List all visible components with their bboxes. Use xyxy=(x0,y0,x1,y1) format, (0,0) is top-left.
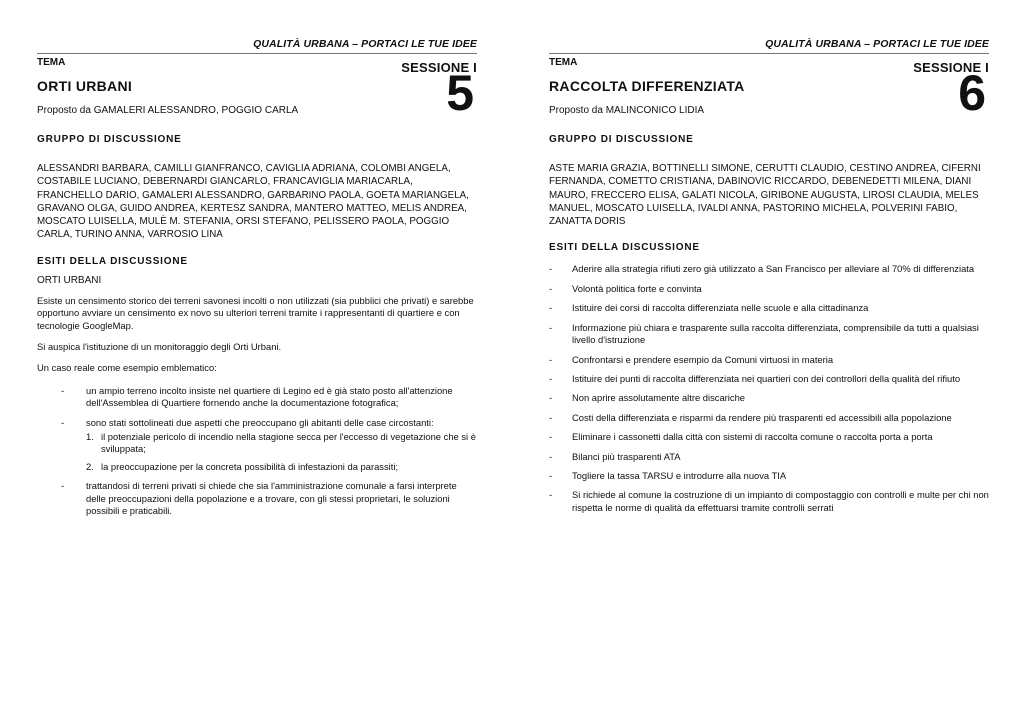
sublist-number: 2. xyxy=(86,460,94,472)
list-item-text: Informazione più chiara e trasparente sulla raccolta differenziata, comprensibile da tutti a qualsiasi livello d'istruzione xyxy=(572,321,979,346)
list-item-text: sono stati sottolineati due aspetti che preoccupano gli abitanti delle case circostanti: xyxy=(86,416,434,428)
proposer: Proposto da GAMALERI ALESSANDRO, POGGIO CARLA xyxy=(37,105,299,116)
list-item xyxy=(37,385,477,410)
dash-marker: - xyxy=(549,450,553,462)
list-item-text: Volontà politica forte e convinta xyxy=(572,282,702,294)
dash-marker: - xyxy=(549,282,553,294)
list-item xyxy=(549,489,989,514)
list-item-text: Bilanci più trasparenti ATA xyxy=(572,450,681,462)
list-item-text: Confrontarsi e prendere esempio da Comuni virtuosi in materia xyxy=(572,353,834,365)
list-item-text: Aderire alla strategia rifiuti zero già utilizzato a San Francisco per alleviare al 70% di differenziata xyxy=(572,263,975,275)
dash-marker: - xyxy=(549,431,553,443)
dash-marker: - xyxy=(549,353,553,365)
esiti-heading: ESITI DELLA DISCUSSIONE xyxy=(37,255,188,267)
tema-label: TEMA xyxy=(549,57,578,68)
list-item-text: Istituire dei punti di raccolta differenziata nei quartieri con dei controllori della qualità del rifiuto xyxy=(572,372,961,384)
topic-title: ORTI URBANI xyxy=(37,78,133,94)
list-item xyxy=(549,470,989,482)
list-item xyxy=(549,354,989,366)
session-label: SESSIONE I xyxy=(401,60,477,75)
example-list xyxy=(37,385,477,518)
paragraph-2: Si auspica l'istituzione di un monitoraggio degli Orti Urbani. xyxy=(37,341,282,352)
page-right xyxy=(549,0,989,521)
list-item xyxy=(549,431,989,443)
list-item-text: Togliere la tassa TARSU e introdurre alla nuova TIA xyxy=(572,469,787,481)
esiti-heading: ESITI DELLA DISCUSSIONE xyxy=(549,242,700,254)
list-item-text: trattandosi di terreni privati si chiede che sia l'amministrazione comunale a farsi interprete delle preoccupazioni della popolazione e a trovare, con gli stessi proprietari, le soluzioni possibili e praticabili. xyxy=(86,480,457,517)
sublist-item xyxy=(86,461,477,473)
list-item xyxy=(549,302,989,314)
list-item xyxy=(549,322,989,347)
list-item-text: Istituire dei corsi di raccolta differenziata nelle scuole e alla cittadinanza xyxy=(572,302,869,314)
dash-marker: - xyxy=(549,469,553,481)
tema-row xyxy=(37,54,477,76)
list-item xyxy=(549,451,989,463)
list-item xyxy=(37,480,477,517)
outcomes-list xyxy=(549,263,989,514)
list-item-text: Si richiede al comune la costruzione di un impianto di compostaggio con controlli e multe per chi non rispetta le norme di qualità da effettuarsi tramite controlli serrati xyxy=(572,489,989,513)
dash-marker: - xyxy=(61,480,65,492)
list-item xyxy=(549,412,989,424)
sublist-item xyxy=(86,431,477,456)
gruppo-heading: GRUPPO DI DISCUSSIONE xyxy=(37,134,182,145)
list-item-text: un ampio terreno incolto insiste nel quartiere di Legino ed è già stato posto all'attenzione dell'Assemblea di Quartiere fornendo anche la documentazione fotografica; xyxy=(86,384,453,409)
session-label: SESSIONE I xyxy=(913,60,989,75)
list-item xyxy=(549,263,989,275)
dash-marker: - xyxy=(549,411,553,423)
dash-marker: - xyxy=(549,263,553,275)
list-item xyxy=(549,283,989,295)
tema-row xyxy=(549,54,989,76)
list-item-text: Non aprire assolutamente altre discariche xyxy=(572,392,746,404)
tema-label: TEMA xyxy=(37,57,66,68)
topic-number: 6 xyxy=(958,65,986,121)
numbered-sublist xyxy=(86,431,477,473)
paragraph-3: Un caso reale come esempio emblematico: xyxy=(37,362,217,374)
dash-marker: - xyxy=(549,372,553,384)
dash-marker: - xyxy=(549,302,553,314)
dash-marker: - xyxy=(61,384,65,396)
running-header: QUALITÀ URBANA – PORTACI LE TUE IDEE xyxy=(37,0,477,54)
sublist-number: 1. xyxy=(86,431,94,443)
page-left xyxy=(37,0,477,524)
dash-marker: - xyxy=(549,489,553,501)
topic-title: RACCOLTA DIFFERENZIATA xyxy=(549,78,745,94)
proposer: Proposto da MALINCONICO LIDIA xyxy=(549,105,705,116)
topic-number: 5 xyxy=(446,65,474,121)
list-item xyxy=(549,392,989,404)
dash-marker: - xyxy=(549,392,553,404)
sublist-text: la preoccupazione per la concreta possibilità di infestazioni da parassiti; xyxy=(101,460,399,472)
list-item xyxy=(37,417,477,474)
paragraph-1: Esiste un censimento storico dei terreni savonesi incolti o non utilizzati (sia pubblici che privati) e sarebbe opportuno avviare un censimento ex novo su ulteriori terreni tramite i rappresentanti di quartiere e con tecnologie GoogleMap. xyxy=(37,294,474,331)
list-item xyxy=(549,373,989,385)
running-header: QUALITÀ URBANA – PORTACI LE TUE IDEE xyxy=(549,0,989,54)
gruppo-members: ASTE MARIA GRAZIA, BOTTINELLI SIMONE, CERUTTI CLAUDIO, CESTINO ANDREA, CIFERNI FERNANDA, COMETTO CRISTIANA, DABINOVIC RICCARDO, DEBENEDETTI MILENA, DIANI MAURO, FRECCERO ELISA, GALATI NICOLA, GIRIBONE AUGUSTA, LIROSI CLAUDIA, MELES MANUEL, MOSCATO LUISELLA, IVALDI ANNA, PASTORINO MICHELA, POLVERINI FABIO, ZANATTA DORIS xyxy=(549,163,981,228)
gruppo-members: ALESSANDRI BARBARA, CAMILLI GIANFRANCO, CAVIGLIA ADRIANA, COLOMBI ANGELA, COSTABILE LUCIANO, DEBERNARDI GIANCARLO, FRANCAVIGLIA MARIACARLA, FRANCHELLO DARIO, GAMALERI ALESSANDRO, GARBARINO PAOLA, GOETA MARIANGELA, GRAVANO OLGA, GUIDO ANDREA, KERTESZ SANDRA, MANTERO MATTEO, MELIS ANDREA, MOSCATO LUISELLA, MULÈ M. STEFANIA, ORSI STEFANO, PELISSERO PAOLA, POGGIO CARLA, TURINO ANNA, VARROSIO LINA xyxy=(37,163,469,241)
esiti-subtitle: ORTI URBANI xyxy=(37,274,102,286)
dash-marker: - xyxy=(61,416,65,428)
gruppo-heading: GRUPPO DI DISCUSSIONE xyxy=(549,134,694,145)
list-item-text: Eliminare i cassonetti dalla città con sistemi di raccolta comune o raccolta porta a porta xyxy=(572,431,933,443)
list-item-text: Costi della differenziata e risparmi da rendere più trasparenti ed accessibili alla popolazione xyxy=(572,411,952,423)
dash-marker: - xyxy=(549,321,553,333)
sublist-text: il potenziale pericolo di incendio nella stagione secca per l'eccesso di vegetazione che si è sviluppata; xyxy=(101,431,476,455)
